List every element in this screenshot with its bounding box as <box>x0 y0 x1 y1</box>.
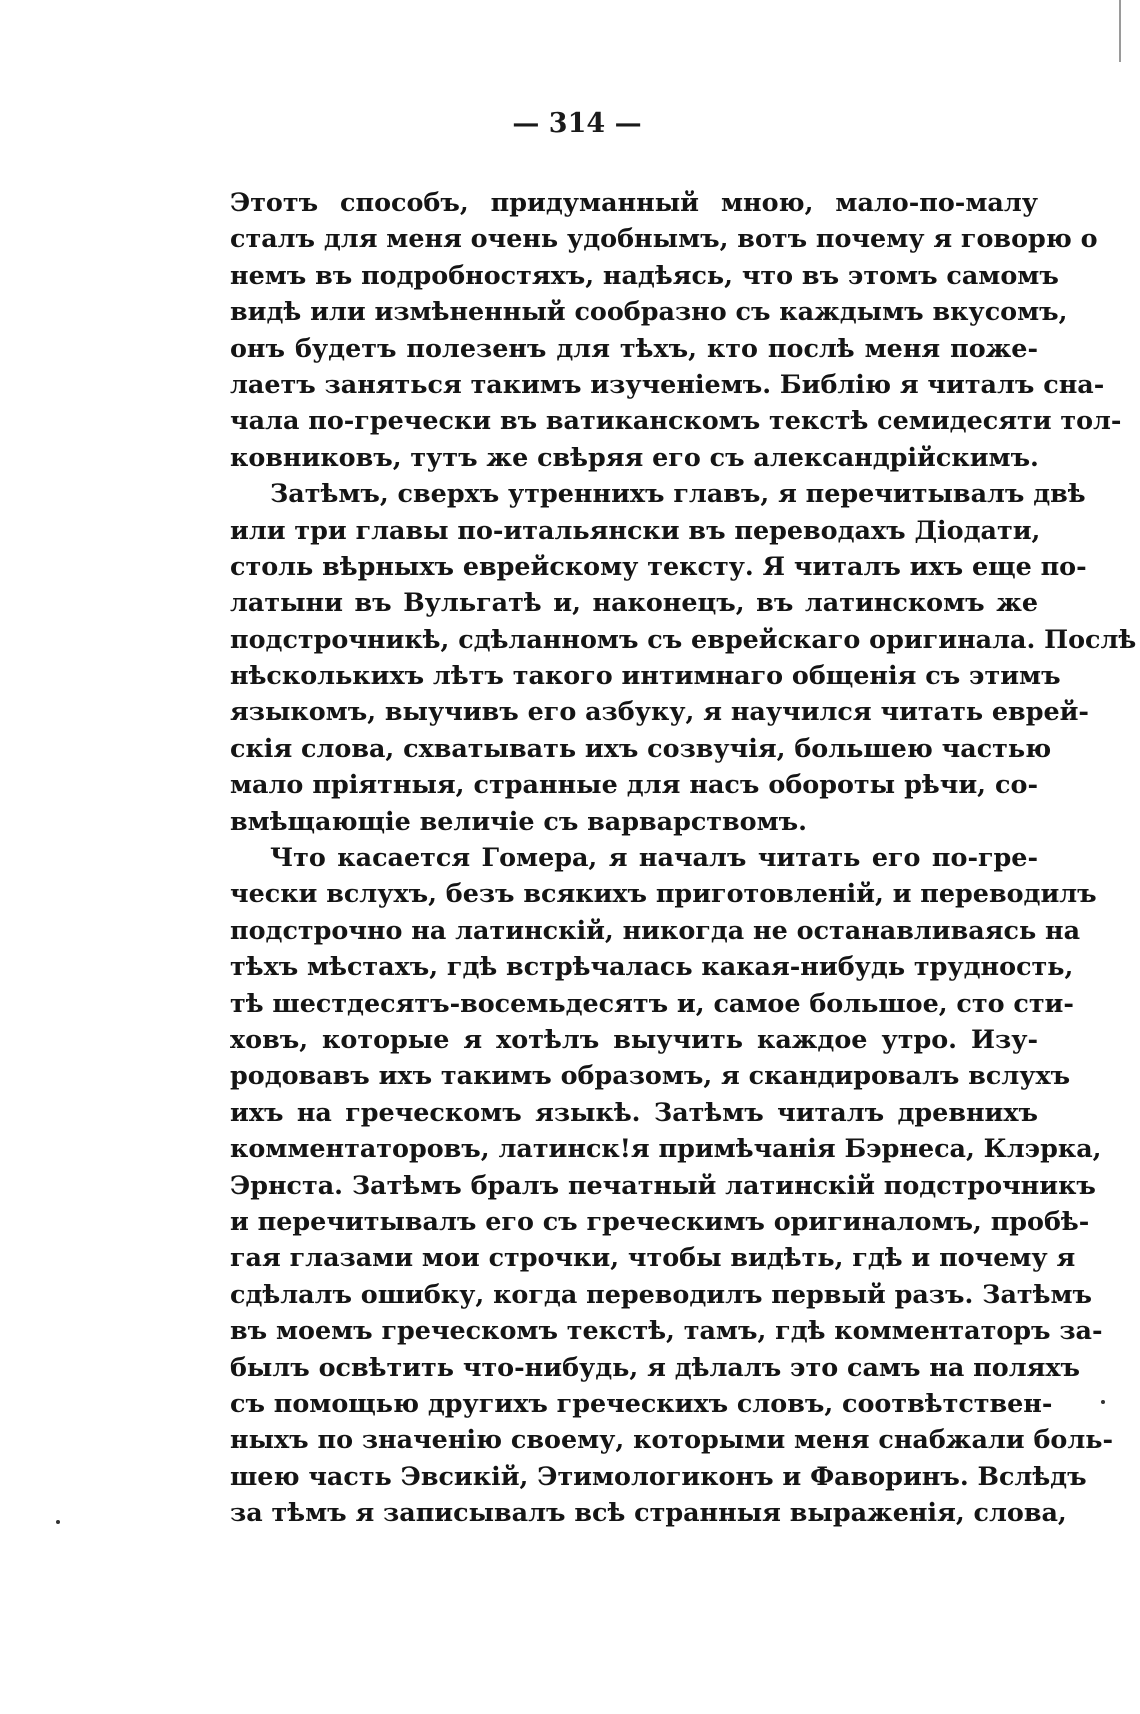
text-line: видѣ или измѣненный сообразно съ каждымъ вкусомъ, <box>230 296 1068 327</box>
text-line: шею часть Эвсикій, Этимологиконъ и Фаворинъ. Вслѣдъ <box>230 1460 1087 1491</box>
text-line: онъ будетъ полезенъ для тѣхъ, кто послѣ меня поже- <box>230 332 1038 363</box>
page-number: — 314 — <box>512 108 642 139</box>
text-line: чала по-гречески въ ватиканскомъ текстѣ семидесяти тол- <box>230 405 1122 436</box>
text-line: сдѣлалъ ошибку, когда переводилъ первый разъ. Затѣмъ <box>230 1278 1093 1309</box>
text-line: скія слова, схватывать ихъ созвучія, большею частью <box>230 732 1052 763</box>
text-line: гая глазами мои строчки, чтобы видѣть, гдѣ и почему я <box>230 1242 1076 1273</box>
text-line: мало пріятныя, странные для насъ обороты рѣчи, со- <box>230 769 1038 800</box>
text-line: сталъ для меня очень удобнымъ, вотъ почему я говорю о <box>230 223 1098 254</box>
text-line: столь вѣрныхъ еврейскому тексту. Я читалъ ихъ еще по- <box>230 550 1087 581</box>
text-line: нѣсколькихъ лѣтъ такого интимнаго общенія съ этимъ <box>230 660 1061 691</box>
text-line: съ помощью другихъ греческихъ словъ, соотвѣтствен- <box>230 1387 1053 1418</box>
text-line: въ моемъ греческомъ текстѣ, тамъ, гдѣ комментаторъ за- <box>230 1315 1103 1346</box>
text-line: языкомъ, выучивъ его азбуку, я научился читать еврей- <box>230 696 1089 727</box>
ink-speck <box>1101 1400 1105 1404</box>
text-line: тѣ шестдесятъ-восемьдесятъ и, самое большое, сто сти- <box>230 987 1074 1018</box>
text-line: былъ освѣтить что-нибудь, я дѣлалъ это самъ на поляхъ <box>230 1351 1080 1382</box>
text-line: лаетъ заняться такимъ изученіемъ. Библію я читалъ сна- <box>230 368 1105 399</box>
text-line: ихъ на греческомъ языкѣ. Затѣмъ читалъ древнихъ <box>230 1096 1038 1127</box>
text-line: ховъ, которые я хотѣлъ выучить каждое утро. Изу- <box>230 1023 1038 1054</box>
text-line: Что касается Гомера, я началъ читать его по-гре- <box>270 842 1038 873</box>
text-line: латыни въ Вульгатѣ и, наконецъ, въ латинскомъ же <box>230 587 1038 618</box>
text-line: или три главы по-итальянски въ переводахъ Діодати, <box>230 514 1041 545</box>
text-line: Эрнста. Затѣмъ бралъ печатный латинскій подстрочникъ <box>230 1169 1096 1200</box>
text-line: Этотъ способъ, придуманный мною, мало-по-малу <box>230 187 1038 217</box>
ink-speck <box>56 1520 60 1524</box>
page-edge-line <box>1119 0 1121 62</box>
text-line: комментаторовъ, латинск!я примѣчанія Бэрнеса, Клэрка, <box>230 1133 1102 1164</box>
body-text <box>230 184 1137 1530</box>
text-line: тѣхъ мѣстахъ, гдѣ встрѣчалась какая-нибудь трудность, <box>230 951 1074 982</box>
text-line: вмѣщающіе величіе съ варварствомъ. <box>230 805 807 836</box>
text-line: Затѣмъ, сверхъ утреннихъ главъ, я перечитывалъ двѣ <box>270 478 1086 509</box>
text-line: родовавъ ихъ такимъ образомъ, я скандировалъ вслухъ <box>230 1060 1071 1091</box>
text-line: за тѣмъ я записывалъ всѣ странныя выраженія, слова, <box>230 1497 1067 1528</box>
text-line: немъ въ подробностяхъ, надѣясь, что въ этомъ самомъ <box>230 259 1059 290</box>
text-line: ковниковъ, тутъ же свѣряя его съ александрійскимъ. <box>230 441 1039 472</box>
text-line: подстрочно на латинскій, никогда не останавливаясь на <box>230 914 1081 945</box>
text-line: ныхъ по значенію своему, которыми меня снабжали боль- <box>230 1424 1114 1455</box>
text-line: подстрочникѣ, сдѣланномъ съ еврейскаго оригинала. Послѣ <box>230 623 1137 654</box>
text-line: чески вслухъ, безъ всякихъ приготовленій, и переводилъ <box>230 878 1097 909</box>
text-line: и перечитывалъ его съ греческимъ оригиналомъ, пробѣ- <box>230 1205 1090 1236</box>
